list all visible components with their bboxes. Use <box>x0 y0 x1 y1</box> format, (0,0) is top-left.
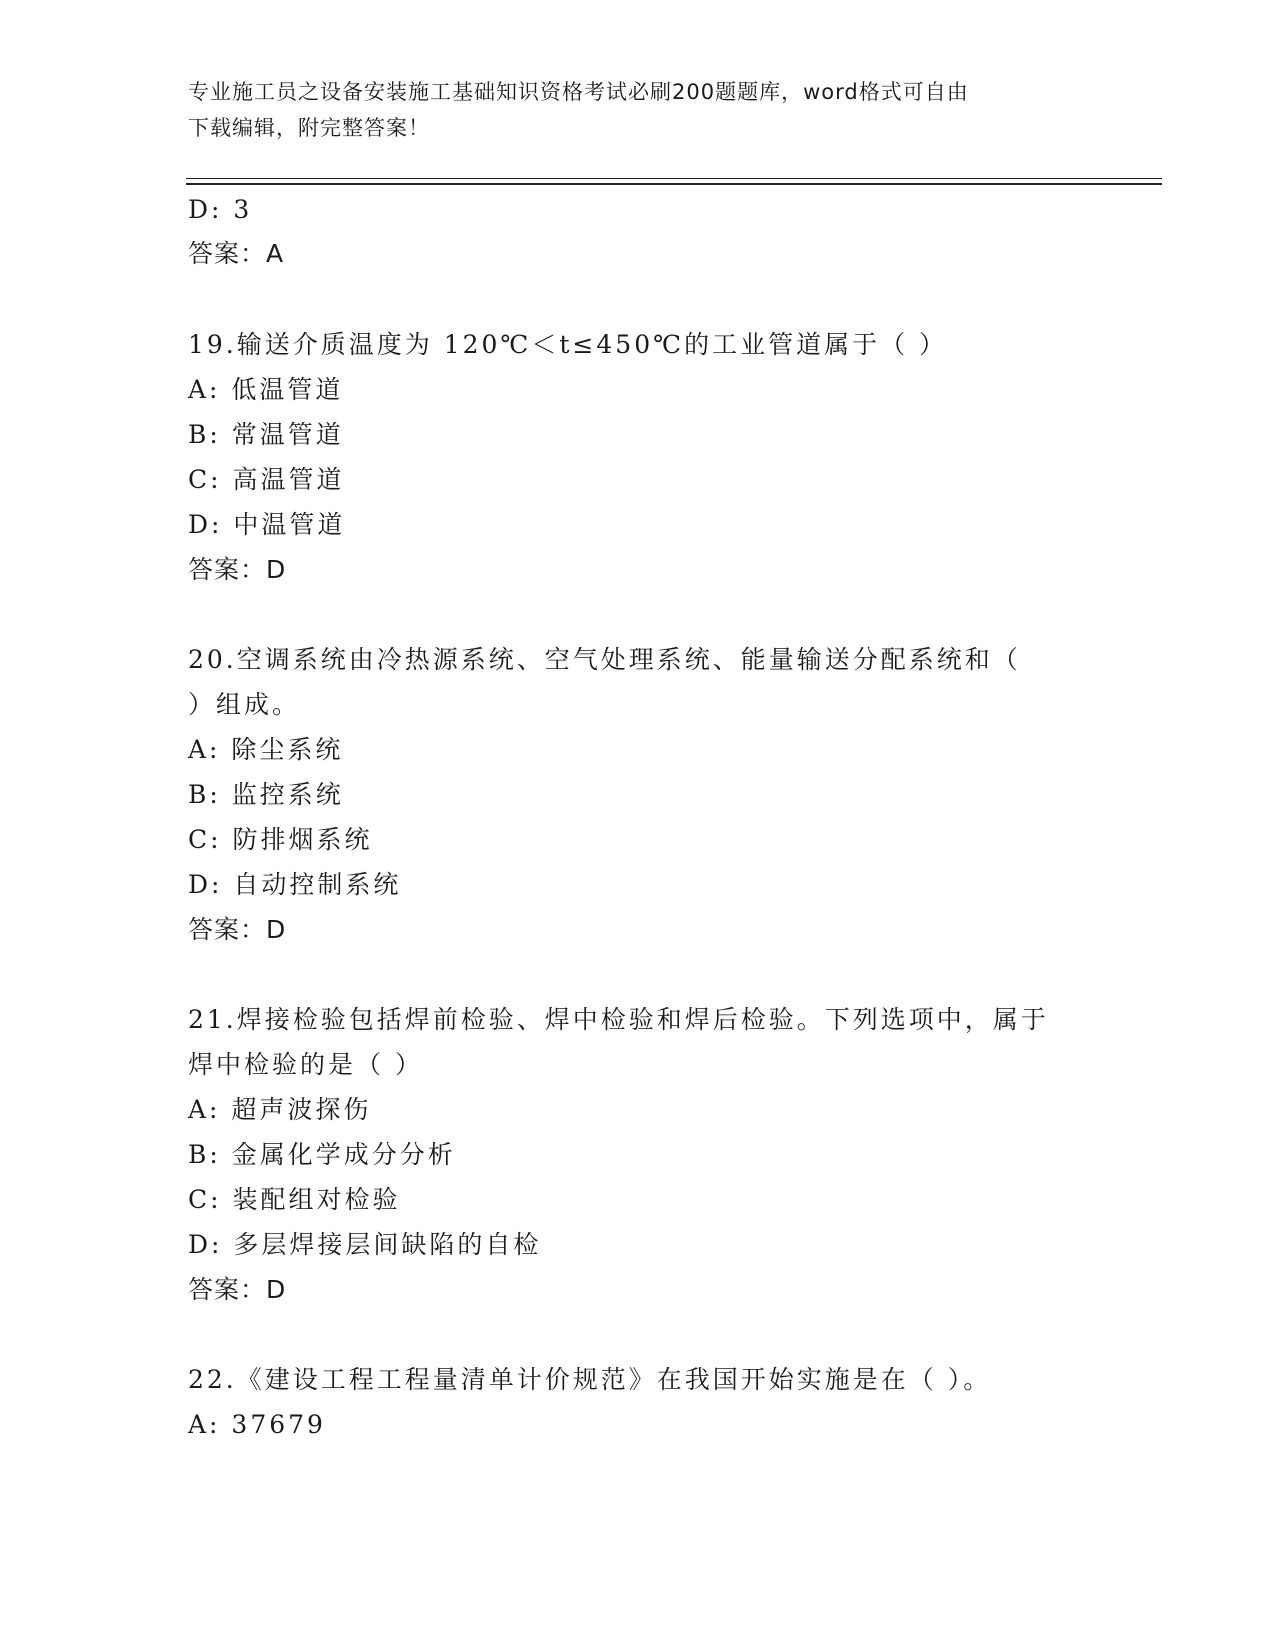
header-line-2: 下载编辑，附完整答案！ <box>188 116 430 140</box>
question-21-option-b: B: 金属化学成分分析 <box>188 1140 456 1169</box>
question-19-option-c: C: 高温管道 <box>188 465 345 494</box>
question-19-option-d: D: 中温管道 <box>188 510 346 539</box>
question-20-option-d: D: 自动控制系统 <box>188 870 402 899</box>
question-22-stem: 22.《建设工程工程量清单计价规范》在我国开始实施是在（ ）。 <box>188 1365 992 1394</box>
question-20-stem-line-2: ）组成。 <box>188 690 301 719</box>
question-19-answer: 答案：D <box>188 555 287 584</box>
header-line-1: 专业施工员之设备安装施工基础知识资格考试必刷200题题库，word格式可自由 <box>188 80 969 104</box>
header-divider-thick <box>186 183 1162 185</box>
prev-option-d: D: 3 <box>188 195 253 224</box>
question-20-option-a: A: 除尘系统 <box>188 735 344 764</box>
header-divider-thin <box>186 178 1162 179</box>
prev-answer: 答案：A <box>188 239 285 268</box>
question-21-option-a: A: 超声波探伤 <box>188 1095 372 1124</box>
question-21-option-d: D: 多层焊接层间缺陷的自检 <box>188 1230 542 1259</box>
question-20-option-c: C: 防排烟系统 <box>188 825 373 854</box>
question-21-stem-line-2: 焊中检验的是（ ） <box>188 1050 423 1079</box>
question-19-option-b: B: 常温管道 <box>188 420 344 449</box>
question-20-answer: 答案：D <box>188 915 287 944</box>
question-20-stem-line-1: 20.空调系统由冷热源系统、空气处理系统、能量输送分配系统和（ <box>188 645 1021 674</box>
document-header <box>188 74 1088 146</box>
question-19-option-a: A: 低温管道 <box>188 375 344 404</box>
question-21-option-c: C: 装配组对检验 <box>188 1185 401 1214</box>
question-21-stem-line-1: 21.焊接检验包括焊前检验、焊中检验和焊后检验。下列选项中，属于 <box>188 1005 1049 1034</box>
question-19-stem: 19.输送介质温度为 120℃＜t≤450℃的工业管道属于（ ） <box>188 330 948 359</box>
question-22-option-a: A: 37679 <box>188 1410 326 1439</box>
question-20-option-b: B: 监控系统 <box>188 780 344 809</box>
question-21-answer: 答案：D <box>188 1275 287 1304</box>
